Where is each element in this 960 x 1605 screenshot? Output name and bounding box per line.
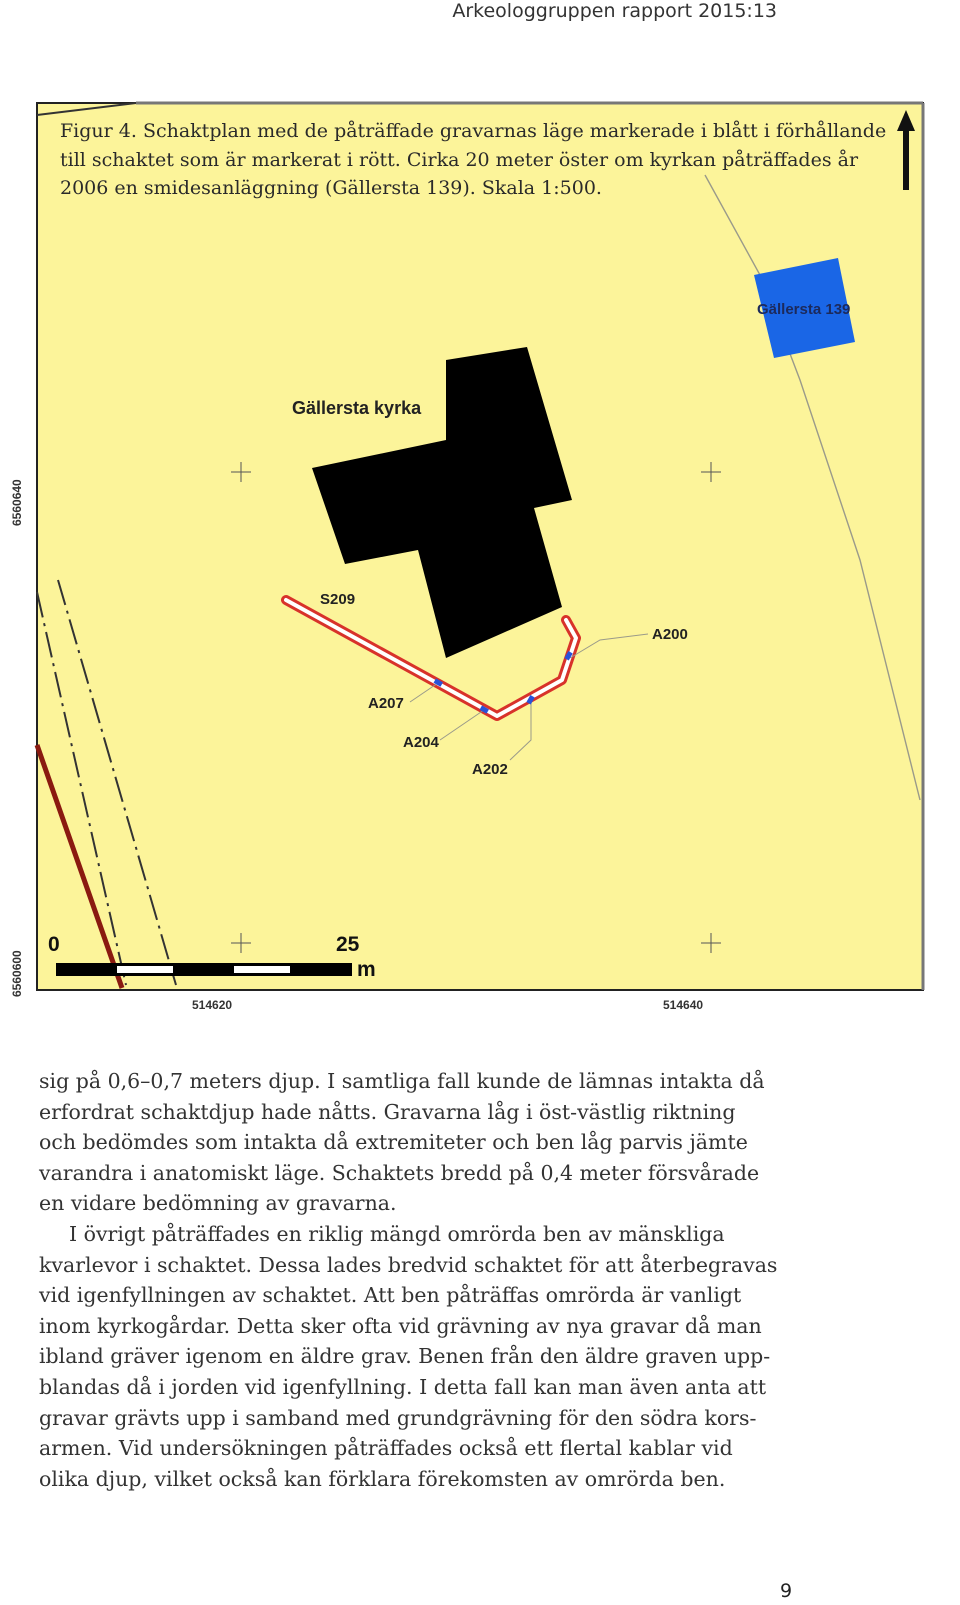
text-line: inom kyrkogårdar. Detta sker ofta vid grävning av nya gravar då man — [39, 1313, 762, 1338]
grave-a204-label: A204 — [403, 734, 439, 751]
coordinate-y-lower: 6560600 — [10, 950, 24, 997]
scale-bar-unit-label: m — [357, 958, 376, 981]
coordinate-x-left: 514620 — [192, 998, 233, 1012]
site-139-label: Gällersta 139 — [757, 301, 851, 318]
scale-bar — [56, 963, 352, 976]
text-line: blandas då i jorden vid igenfyllning. I detta fall kan man även anta att — [39, 1374, 767, 1399]
grave-a202-label: A202 — [472, 761, 508, 778]
coordinate-y-upper: 6560640 — [10, 479, 24, 526]
text-line: I övrigt påträffades en riklig mängd omrörda ben av mänskliga — [69, 1221, 725, 1246]
scale-bar-start-label: 0 — [48, 933, 60, 956]
page-number: 9 — [780, 1580, 793, 1602]
figure-caption-line: 2006 en smidesanläggning (Gällersta 139). Skala 1:500. — [60, 177, 602, 199]
site-plan-map — [0, 95, 960, 1030]
trench-label: S209 — [320, 591, 356, 608]
text-line: en vidare bedömning av gravarna. — [39, 1191, 397, 1216]
body-paragraph — [39, 1066, 799, 1219]
text-line: sig på 0,6–0,7 meters djup. I samtliga fall kunde de lämnas intakta då — [39, 1069, 765, 1093]
figure-caption-line: Figur 4. Schaktplan med de påträffade gravarnas läge markerade i blått i förhållande — [60, 120, 887, 142]
body-text — [39, 1066, 799, 1494]
church-label: Gällersta kyrka — [292, 398, 422, 418]
text-line: erfordrat schaktdjup hade nåtts. Gravarna låg i öst-västlig riktning — [39, 1099, 736, 1124]
grave-a207-label: A207 — [368, 695, 404, 712]
text-line: varandra i anatomiskt läge. Schaktets bredd på 0,4 meter försvårade — [39, 1160, 760, 1185]
text-line: kvarlevor i schaktet. Dessa lades bredvid schaktet för att återbegravas — [39, 1252, 778, 1277]
running-header: Arkeologgruppen rapport 2015:13 — [452, 0, 777, 22]
text-line: gravar grävts upp i samband med grundgrävning för den södra kors- — [39, 1405, 757, 1430]
figure-caption-line: till schaktet som är markerat i rött. Cirka 20 meter öster om kyrkan påträffades år — [60, 149, 859, 171]
text-line: olika djup, vilket också kan förklara förekomsten av omrörda ben. — [39, 1466, 726, 1491]
text-line: armen. Vid undersökningen påträffades också ett flertal kablar vid — [39, 1436, 733, 1461]
coordinate-x-right: 514640 — [663, 998, 704, 1012]
scale-bar-end-label: 25 — [336, 933, 360, 956]
grave-a200-label: A200 — [652, 626, 688, 643]
body-paragraph — [39, 1219, 799, 1494]
text-line: och bedömdes som intakta då extremiteter och ben låg parvis jämte — [39, 1130, 748, 1155]
text-line: ibland gräver igenom en äldre grav. Benen från den äldre graven upp- — [39, 1344, 771, 1369]
text-line: vid igenfyllningen av schaktet. Att ben påträffas omrörda är vanligt — [39, 1283, 742, 1308]
